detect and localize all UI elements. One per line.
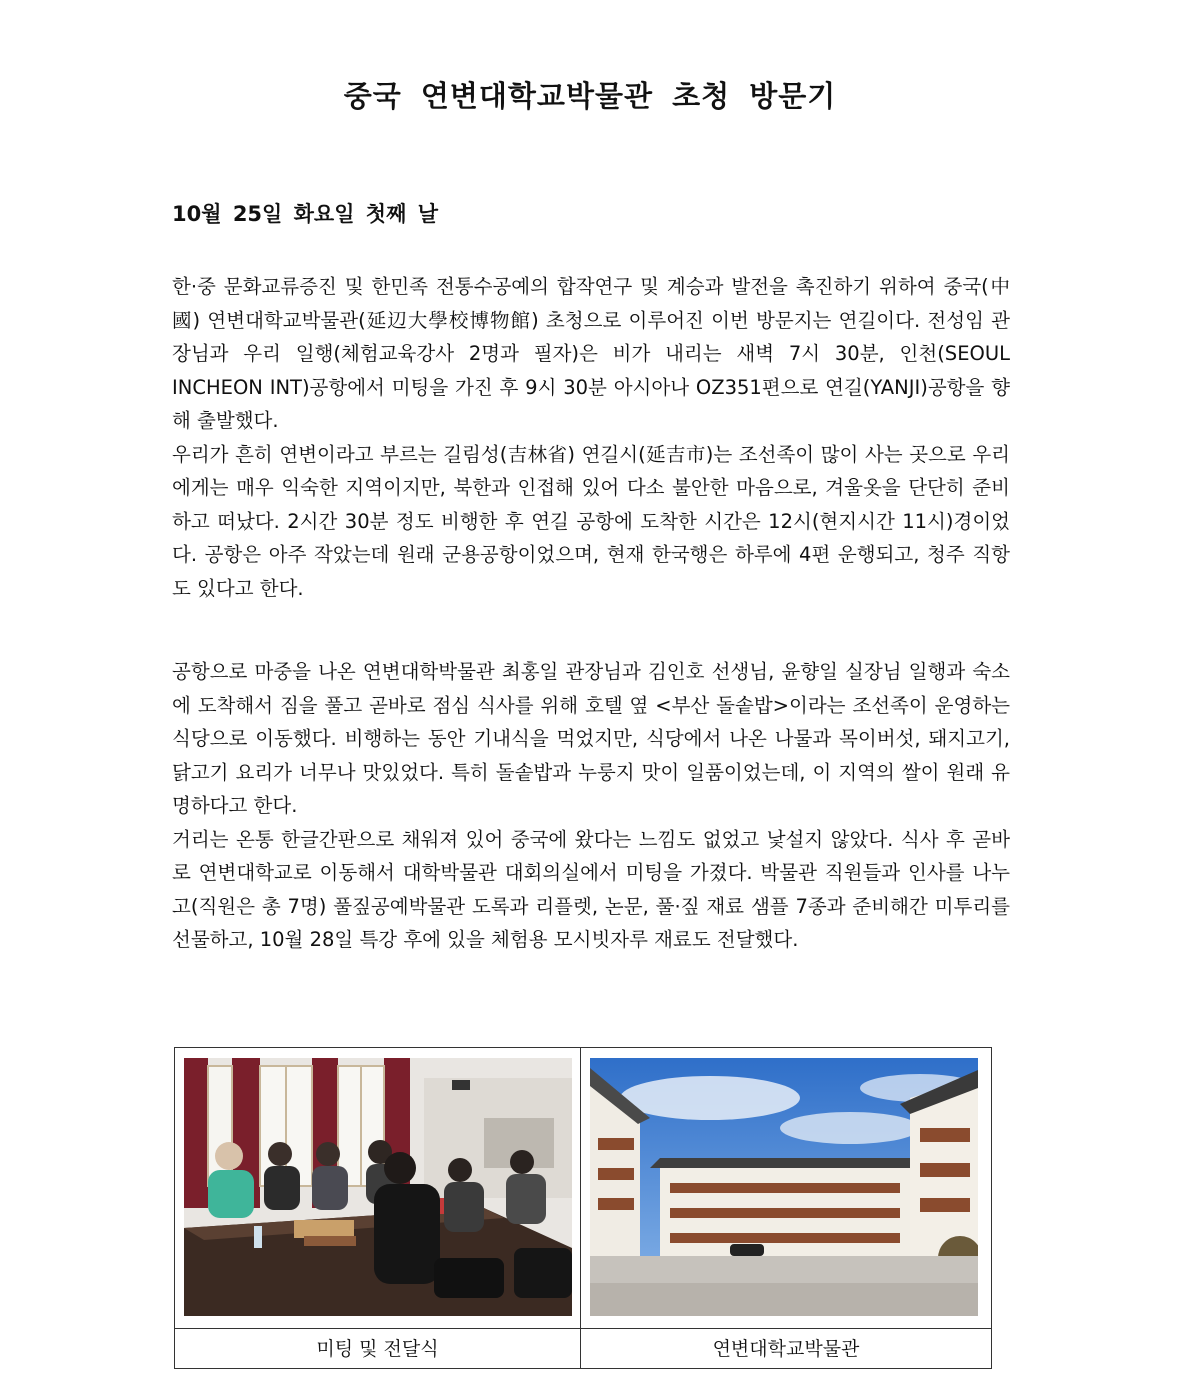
photo-caption-museum: 연변대학교박물관	[712, 1338, 860, 1360]
photo-caption-meeting: 미팅 및 전달식	[175, 1329, 581, 1369]
paragraph: 공항으로 마중을 나온 연변대학박물관 최홍일 관장님과 김인호 선생님, 윤향일 실장님 일행과 숙소에 도착해서 짐을 풀고 곧바로 점심 식사를 위해 호텔 옆 <부산 돌솥밥>이라는 조선족이 운영하는 식당으로 이동했다. 비행하는 동안 기내식을 먹었지만, 식당에서 나온 나물과 목이버섯, 돼지고기, 닭고기 요리가 너무나 맛있었다. 특히 돌솥밥과 누룽지 맛이 일품이었는데, 이 지역의 쌀이 원래 유명하다고 한다.	[172, 660, 1010, 817]
meeting-photo	[184, 1058, 572, 1316]
photo-table	[174, 1047, 992, 1369]
section-heading: 10월 25일 화요일 첫째 날	[172, 202, 438, 226]
body-text-block-1	[172, 270, 1010, 605]
body-text-block-2	[172, 655, 1010, 957]
photo-cell-museum	[581, 1048, 991, 1328]
meeting-photo-image	[184, 1058, 572, 1316]
museum-photo	[590, 1058, 978, 1316]
caption-row	[175, 1328, 991, 1369]
paragraph: 거리는 온통 한글간판으로 채워져 있어 중국에 왔다는 느낌도 없었고 낯설지 않았다. 식사 후 곧바로 연변대학교로 이동해서 대학박물관 대회의실에서 미팅을 가졌다. 박물관 직원들과 인사를 나누고(직원은 총 7명) 풀짚공예박물관 도록과 리플렛, 논문, 풀·짚 재료 샘플 7종과 준비해간 미투리를 선물하고, 10월 28일 특강 후에 있을 체험용 모시빗자루 재료도 전달했다.	[172, 827, 1010, 951]
paragraph: 우리가 흔히 연변이라고 부르는 길림성(吉林省) 연길시(延吉市)는 조선족이 많이 사는 곳으로 우리에게는 매우 익숙한 지역이지만, 북한과 인접해 있어 다소 불안한 마음으로, 겨울옷을 단단히 준비하고 떠났다. 2시간 30분 정도 비행한 후 연길 공항에 도착한 시간은 12시(현지시간 11시)경이었다. 공항은 아주 작았는데 원래 군용공항이었으며, 현재 한국행은 하루에 4편 운행되고, 청주 직항도 있다고 한다.	[172, 442, 1010, 600]
museum-photo-image	[590, 1058, 978, 1316]
page-title: 중국 연변대학교박물관 초청 방문기	[343, 79, 837, 113]
paragraph: 한·중 문화교류증진 및 한민족 전통수공예의 합작연구 및 계승과 발전을 촉진하기 위하여 중국(中國) 연변대학교박물관(延辺大學校博物館) 초청으로 이루어진 이번 방문지는 연길이다. 전성임 관장님과 우리 일행(체험교육강사 2명과 필자)은 비가 내리는 새벽 7시 30분, 인천(SEOUL INCHEON INT)공항에서 미팅을 가진 후 9시 30분 아시아나 OZ351편으로 연길(YANJI)공항을 향해 출발했다.	[172, 275, 1010, 432]
photo-cell-meeting	[175, 1048, 581, 1328]
